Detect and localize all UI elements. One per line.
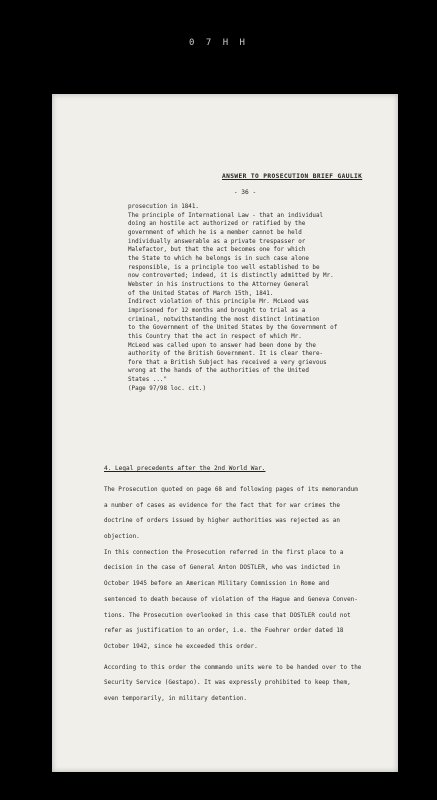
quote-line: (Page 97/98 loc. cit.) — [128, 385, 207, 392]
paragraph — [104, 660, 389, 707]
quote-line: imprisoned for 12 months and brought to trial as a — [128, 307, 306, 314]
frame-label: 0 7 H H — [189, 38, 248, 48]
paragraph-line: refer as justification to an order, i.e. the Fuehrer order dated 18 — [104, 627, 344, 635]
quote-line: Webster in his instructions to the Attorney General — [128, 281, 309, 288]
quote-line: authority of the British Government. It is clear there- — [128, 351, 324, 358]
paragraph-line: tions. The Prosecution overlooked in this case that DOSTLER could not — [104, 611, 351, 619]
quote-line: government of which he is a member cannot be held — [128, 229, 302, 236]
quote-line: States ..." — [128, 377, 168, 384]
paragraph-line: even temporarily, in military detention. — [104, 694, 247, 702]
quote-line: responsible, is a principle too well established to be — [128, 264, 320, 271]
paragraph-line: Security Service (Gestapo). It was expressly prohibited to keep them, — [104, 679, 351, 687]
paragraph-line: doctrine of orders issued by higher authorities was rejected as an — [104, 517, 340, 525]
quote-line: doing an hostile act authorized or ratified by the — [128, 221, 306, 228]
quote-line: criminal, notwithstanding the most distinct intimation — [128, 316, 320, 323]
quote-line: to the Government of the United States by the Government of — [128, 325, 338, 332]
paragraph-line: objection. — [104, 533, 140, 541]
paragraph-line: October 1945 before an American Military Commission in Rome and — [104, 580, 330, 588]
quote-line: now controverted; indeed, it is distinctly admitted by Mr. — [128, 273, 334, 280]
quote-line: this Country that the act in respect of which Mr. — [128, 333, 302, 340]
paragraph-line: The Prosecution quoted on page 68 and following pages of its memorandum — [104, 486, 358, 493]
quote-line: prosecution in 1841. — [128, 204, 199, 210]
paragraph-line: According to this order the commando units were to be handed over to the — [104, 663, 362, 671]
quote-line: McLeod was called upon to answer had been done by the — [128, 342, 316, 349]
paragraph-line: In this connection the Prosecution referred in the first place to a — [104, 548, 344, 556]
quote-line: Indirect violation of this principle Mr. McLeod was — [128, 299, 309, 306]
quote-line: individually answerable as a private trespasser or — [128, 238, 306, 245]
paragraph-line: sentenced to death because of violation of the Hague and Geneva Conven- — [104, 595, 358, 603]
section-title: 4. Legal precedents after the 2nd World War. — [104, 465, 266, 472]
page-number: - 36 - — [233, 189, 257, 196]
quote-line: the State to which he belongs is in such case alone — [128, 255, 309, 262]
quote-line: fore that a British Subject has received a very grievous — [128, 359, 327, 366]
document-page — [52, 94, 398, 772]
paragraph-line: October 1942, since he exceeded this order. — [104, 642, 258, 650]
paragraph — [104, 545, 389, 655]
paragraph-line: decision in the case of General Anton DOSTLER, who was indicted in — [104, 564, 340, 572]
body-text — [104, 482, 389, 707]
quote-line: The principle of International Law - that an individual — [128, 212, 324, 219]
document-header: ANSWER TO PROSECUTION BRIEF GAULIK — [222, 173, 363, 180]
paragraph-line: a number of cases as evidence for the fact that for war crimes the — [104, 501, 340, 509]
paragraph — [104, 482, 389, 545]
quoted-passage — [128, 203, 388, 393]
quote-line: of the United States of March 15th, 1841. — [128, 290, 274, 297]
quote-line: wrong at the hands of the authorities of the United — [128, 368, 309, 375]
quote-line: Malefactor, but that the act becomes one for which — [128, 247, 306, 254]
